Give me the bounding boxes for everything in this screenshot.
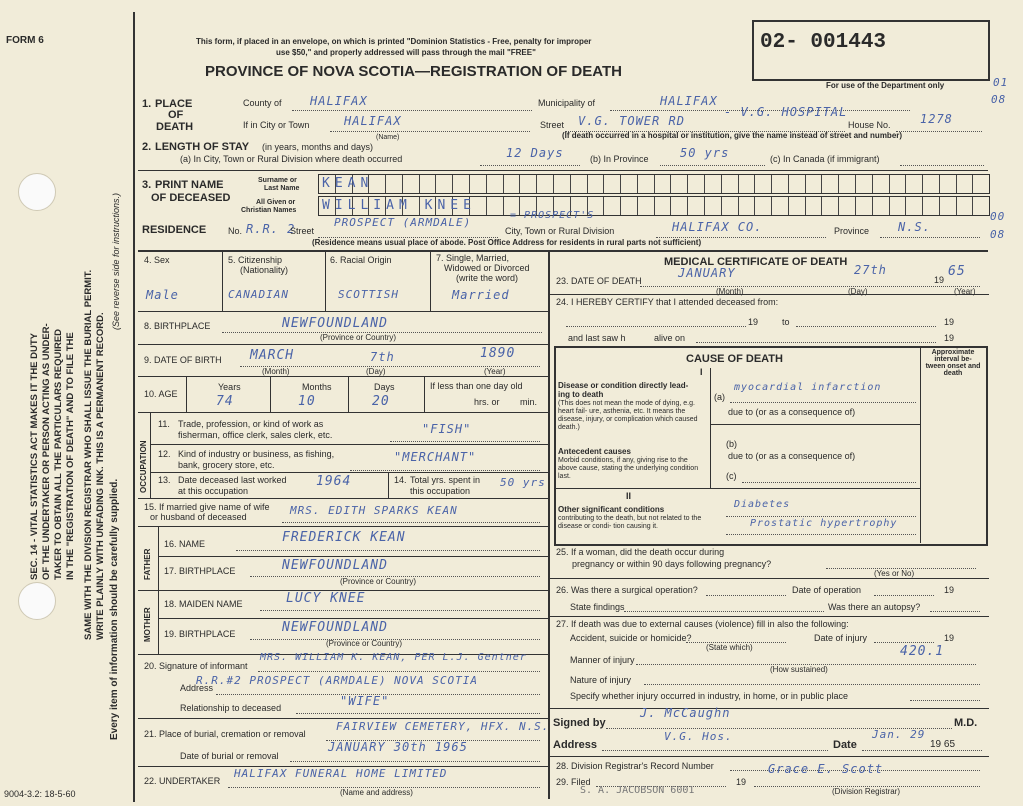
age-days-value: 20 <box>372 394 390 409</box>
spouse-label-b: or husband of deceased <box>150 512 247 522</box>
manner-of-injury-label: Manner of injury <box>570 655 635 665</box>
street-value: V.G. TOWER RD <box>578 114 685 128</box>
top-notice-line2: use $50," and properly addressed will pass through the mail "FREE" <box>276 48 536 57</box>
margin-text-4: IN THE "REGISTRATION OF DEATH" AND TO FILE THE <box>65 332 76 580</box>
part-II-label: II <box>626 491 632 501</box>
occ12-label-a: Kind of industry or business, as fishing, <box>178 449 335 459</box>
occ13-num: 13. <box>158 475 171 485</box>
last-saw-label: and last saw h <box>568 333 626 343</box>
hospital-note: (If death occurred in a hospital or institution, give the name instead of street and number) <box>562 131 903 140</box>
q26-label: 26. Was there a surgical operation? <box>556 585 698 595</box>
operation-19: 19 <box>944 585 955 595</box>
occ11-label-b: fisherman, office clerk, sales clerk, etc. <box>178 430 333 440</box>
s3-label1: PRINT NAME <box>155 179 224 191</box>
margin-code-1: 01 <box>993 76 1009 89</box>
informant-label: 20. Signature of informant <box>144 661 248 671</box>
q27-label: 27. If death was due to external causes (violence) fill in also the following: <box>556 619 849 629</box>
cause-a-value: myocardial infarction <box>734 382 882 393</box>
cause-due-to-1: due to (or as a consequence of) <box>728 407 856 417</box>
marital-label2: Widowed or Divorced <box>444 263 530 273</box>
death-month-value: JANUARY <box>678 266 736 280</box>
death-day-value: 27th <box>854 263 887 277</box>
occ14-label-b: this occupation <box>410 486 471 496</box>
disease-label-2: ing to death <box>558 390 604 399</box>
cert-address-value: V.G. Hos. <box>664 730 733 743</box>
injury-19: 19 <box>944 633 955 643</box>
how-sustained-hint: (How sustained) <box>770 665 828 674</box>
s1-death: DEATH <box>156 121 194 133</box>
residence-label: RESIDENCE <box>142 224 207 236</box>
manner-code-value: 420.1 <box>900 644 945 659</box>
father-birthplace-value: NEWFOUNDLAND <box>282 558 388 573</box>
death-month-hint: (Month) <box>716 287 744 296</box>
marital-label3: (write the word) <box>456 273 519 283</box>
occ12-value: "MERCHANT" <box>394 450 477 464</box>
name-hint: (Name) <box>376 134 400 141</box>
part-I-label: I <box>700 367 703 377</box>
relationship-label: Relationship to deceased <box>180 703 282 713</box>
sex-label: 4. Sex <box>144 255 170 265</box>
burial-date-label: Date of burial or removal <box>180 751 279 761</box>
municipality-label: Municipality of <box>538 98 596 108</box>
nationality-label: (Nationality) <box>240 265 289 275</box>
undertaker-label: 22. UNDERTAKER <box>144 776 221 786</box>
s3-num: 3. <box>142 179 152 191</box>
certify-19-b: 19 <box>944 317 955 327</box>
relationship-value: "WIFE" <box>340 694 390 708</box>
occ14-label-a: Total yrs. spent in <box>410 475 481 485</box>
surname-cells <box>318 174 990 194</box>
interval-label: Approximate interval be- tween onset and death <box>925 349 981 377</box>
margin-text-7: Every item of information should be carefully supplied. <box>109 478 120 740</box>
county-value: HALIFAX <box>310 94 368 108</box>
signed-by-value: J. McCaughn <box>640 706 731 720</box>
margin-text-3: TAKER TO OBTAIN ALL THE PARTICULARS REQUIRED <box>53 328 64 580</box>
cause-b-label: (b) <box>726 439 737 449</box>
cause-a-label: (a) <box>714 392 725 402</box>
birthplace-label: 8. BIRTHPLACE <box>144 321 211 331</box>
alive-on-label: alive on <box>654 333 686 343</box>
occ13-value: 1964 <box>316 474 352 489</box>
q25-label-a: 25. If a woman, did the death occur during <box>556 547 725 557</box>
burial-place-label: 21. Place of burial, cremation or removal <box>144 729 306 739</box>
footer-code: 9004-3.2: 18-5-60 <box>4 789 76 799</box>
q25-label-b: pregnancy or within 90 days following pregnancy? <box>572 559 772 569</box>
nature-of-injury-label: Nature of injury <box>570 675 632 685</box>
registration-number: 02- 001443 <box>760 31 887 54</box>
residence-street-value: PROSPECT (ARMDALE) <box>334 216 472 229</box>
mother-birthplace-label: 19. BIRTHPLACE <box>164 629 236 639</box>
burial-place-value: FAIRVIEW CEMETERY, HFX. N.S. <box>336 720 550 733</box>
sex-value: Male <box>146 288 179 302</box>
occ11-num: 11. <box>158 419 170 429</box>
spouse-label-a: 15. If married give name of wife <box>144 502 270 512</box>
registrar-stamp: S. A. JACOBSON 6001 <box>580 785 695 796</box>
certify-19-a: 19 <box>748 317 759 327</box>
city-label: If in City or Town <box>243 120 310 130</box>
age-months-value: 10 <box>298 394 316 409</box>
county-label: County of <box>243 98 282 108</box>
medical-title: MEDICAL CERTIFICATE OF DEATH <box>664 256 848 268</box>
punch-hole <box>18 582 56 620</box>
citizenship-value: CANADIAN <box>228 288 289 301</box>
filed-19: 19 <box>736 777 747 787</box>
page-title: PROVINCE OF NOVA SCOTIA—REGISTRATION OF DEATH <box>205 63 622 80</box>
margin-text-5: SAME WITH THE DIVISION REGISTRAR WHO SHALL ISSUE THE BURIAL PERMIT. <box>83 269 94 640</box>
dob-year-hint: (Year) <box>484 367 506 376</box>
antecedent-label: Antecedent causes <box>558 447 631 456</box>
death-year-prefix: 19 <box>934 275 945 285</box>
residence-province-label: Province <box>834 226 870 236</box>
signed-by-label: Signed by <box>553 717 606 729</box>
dob-month-hint: (Month) <box>262 367 290 376</box>
father-name-value: FREDERICK KEAN <box>282 530 406 545</box>
birthplace-value: NEWFOUNDLAND <box>282 316 388 331</box>
residence-no-label: No. <box>228 226 243 236</box>
stay-c-label: (c) In Canada (if immigrant) <box>770 154 880 164</box>
citizenship-label: 5. Citizenship <box>228 255 283 265</box>
given-names-value: WILLIAM KNEE <box>322 198 476 213</box>
mother-birthplace-hint: (Province or Country) <box>326 639 403 648</box>
surname-label2: Last Name <box>264 185 300 192</box>
house-label: House No. <box>848 120 891 130</box>
given-label2: Christian Names <box>241 207 297 214</box>
dob-year: 1890 <box>480 346 516 361</box>
registrar-signature: Grace E. Scott <box>768 762 884 776</box>
birthplace-hint: (Province or Country) <box>320 333 397 342</box>
cert-date-label: Date <box>833 739 857 751</box>
undertaker-hint: (Name and address) <box>340 788 413 797</box>
s2-label: LENGTH OF STAY <box>155 141 250 153</box>
date-of-operation-label: Date of operation <box>792 585 862 595</box>
hospital-value: - V.G. HOSPITAL <box>724 105 848 119</box>
mother-side-label: MOTHER <box>143 607 152 642</box>
surname-label1: Surname or <box>258 177 297 184</box>
occ14-value: 50 yrs <box>500 476 546 489</box>
autopsy-label: Was there an autopsy? <box>828 602 921 612</box>
margin-code-2: 08 <box>991 93 1007 106</box>
certify-to-label: to <box>782 317 790 327</box>
occ12-num: 12. <box>158 449 171 459</box>
informant-address-value: R.R.#2 PROSPECT (ARMDALE) NOVA SCOTIA <box>196 674 479 687</box>
given-label1: All Given or <box>256 199 296 206</box>
mother-maiden-label: 18. MAIDEN NAME <box>164 599 243 609</box>
disease-label-1: Disease or condition directly lead- <box>558 381 689 390</box>
date-of-death-label: 23. DATE OF DEATH <box>556 276 642 286</box>
stay-a-label: (a) In City, Town or Rural Division where death occurred <box>180 154 403 164</box>
margin-text-8: (See reverse side for instructions.) <box>111 192 121 330</box>
state-findings-label: State findings <box>570 602 625 612</box>
race-value: SCOTTISH <box>338 288 399 301</box>
informant-value: MRS. WILLIAM K. KEAN, PER L.J. Gentner <box>260 652 527 663</box>
residence-street-label: Street <box>290 226 315 236</box>
registrar-hint: (Division Registrar) <box>832 787 901 796</box>
informant-address-label: Address <box>180 683 214 693</box>
other-condition-2: Prostatic hypertrophy <box>750 518 898 529</box>
antecedent-description: Morbid conditions, if any, giving rise to the above cause, stating the underlying condition last. <box>558 457 699 480</box>
disease-description: (This does not mean the mode of dying, e.g. heart fail- ure, asthenia, etc. It means the disease, injury, or complication which caused death.) <box>558 400 698 431</box>
frame-left <box>133 12 135 802</box>
cert-date-value: Jan. 29 <box>872 728 926 741</box>
s2-num: 2. <box>142 141 152 153</box>
occ12-label-b: bank, grocery store, etc. <box>178 460 275 470</box>
other-conditions-description: contributing to the death, but not related to the disease or condi- tion causing it. <box>558 515 702 530</box>
yes-no-hint: (Yes or No) <box>874 569 915 578</box>
s1-label: PLACE <box>155 98 193 110</box>
dob-month: MARCH <box>250 348 295 363</box>
city-value: HALIFAX <box>344 114 402 128</box>
stay-a-value: 12 Days <box>506 146 564 160</box>
death-day-hint: (Day) <box>848 287 868 296</box>
race-label: 6. Racial Origin <box>330 255 392 265</box>
residence-prospect-note: = PROSPECT'S <box>510 210 595 221</box>
street-label: Street <box>540 120 565 130</box>
occupation-side-label: OCCUPATION <box>139 440 148 493</box>
specify-injury-label: Specify whether injury occurred in industry, in home, or in public place <box>570 691 848 701</box>
state-which-hint: (State which) <box>706 643 753 652</box>
residence-code-2: 08 <box>990 228 1006 241</box>
dob-label: 9. DATE OF BIRTH <box>144 355 222 365</box>
residence-note: (Residence means usual place of abode. Post Office Address for residents in rural parts not sufficient) <box>312 238 702 247</box>
date-of-injury-label: Date of injury <box>814 633 868 643</box>
occ11-label-a: Trade, profession, or kind of work as <box>178 419 324 429</box>
residence-province-value: N.S. <box>898 220 931 234</box>
stay-b-label: (b) In Province <box>590 154 649 164</box>
residence-no-value: R.R. 2 <box>246 222 296 236</box>
occ13-label-b: at this occupation <box>178 486 249 496</box>
cause-due-to-2: due to (or as a consequence of) <box>728 451 856 461</box>
age-days-label: Days <box>374 382 395 392</box>
father-birthplace-hint: (Province or Country) <box>340 577 417 586</box>
age-years-value: 74 <box>216 394 234 409</box>
filed-label: 29. Filed <box>556 777 591 787</box>
top-notice-line1: This form, if placed in an envelope, on which is printed "Dominion Statistics - Free, penalty for improper <box>196 37 592 46</box>
marital-label1: 7. Single, Married, <box>436 253 510 263</box>
s2-hint: (in years, months and days) <box>262 142 374 152</box>
form-number: FORM 6 <box>6 35 44 46</box>
cause-of-death-title: CAUSE OF DEATH <box>686 353 783 365</box>
other-conditions-label: Other significant conditions <box>558 505 665 514</box>
death-year-value: 65 <box>948 264 966 279</box>
dob-day-hint: (Day) <box>366 367 386 376</box>
age-label: 10. AGE <box>144 389 178 399</box>
father-side-label: FATHER <box>143 548 152 580</box>
alive-19: 19 <box>944 333 955 343</box>
md-label: M.D. <box>954 717 978 729</box>
age-months-label: Months <box>302 382 332 392</box>
margin-text-2: OF THE UNDERTAKER OR PERSON ACTING AS UNDER- <box>41 323 52 580</box>
occ14-num: 14. <box>394 475 407 485</box>
dob-day: 7th <box>370 350 395 364</box>
residence-city-value: HALIFAX CO. <box>672 220 763 234</box>
residence-city-label: City, Town or Rural Division <box>505 226 615 236</box>
surname-value: KEAN <box>322 176 374 191</box>
less-than-one-day-label: If less than one day old <box>430 381 523 391</box>
occ13-label-a: Date deceased last worked <box>178 475 287 485</box>
father-birthplace-label: 17. BIRTHPLACE <box>164 566 236 576</box>
cert-address-label: Address <box>553 739 598 751</box>
hrs-label: hrs. or <box>474 397 500 407</box>
death-year-hint: (Year) <box>954 287 976 296</box>
record-number-label: 28. Division Registrar's Record Number <box>556 761 714 771</box>
undertaker-value: HALIFAX FUNERAL HOME LIMITED <box>234 767 448 780</box>
stay-b-value: 50 yrs <box>680 146 730 160</box>
occ11-value: "FISH" <box>422 422 472 436</box>
min-label: min. <box>520 397 538 407</box>
marital-value: Married <box>452 288 510 302</box>
spouse-value: MRS. EDITH SPARKS KEAN <box>290 504 458 517</box>
margin-text-6: WRITE PLAINLY WITH UNFADING INK. THIS IS A PERMANENT RECORD. <box>95 312 106 640</box>
residence-code-1: 00 <box>990 210 1006 223</box>
s1-num: 1. <box>142 98 152 110</box>
dept-use-note: For use of the Department only <box>826 81 945 90</box>
other-condition-1: Diabetes <box>734 499 791 510</box>
s1-of: OF <box>168 109 184 121</box>
cause-c-label: (c) <box>726 471 737 481</box>
margin-text-1: SEC. 14 - VITAL STATISTICS ACT MAKES IT THE DUTY <box>29 332 40 580</box>
house-value: 1278 <box>920 112 953 126</box>
certify-label: 24. I HEREBY CERTIFY that I attended deceased from: <box>556 297 779 307</box>
mother-birthplace-value: NEWFOUNDLAND <box>282 620 388 635</box>
punch-hole <box>18 173 56 211</box>
municipality-value: HALIFAX <box>660 94 718 108</box>
cert-date-year: 19 65 <box>930 739 956 750</box>
s3-label2: OF DECEASED <box>151 192 231 204</box>
age-years-label: Years <box>218 382 241 392</box>
accident-label: Accident, suicide or homicide? <box>570 633 692 643</box>
father-name-label: 16. NAME <box>164 539 206 549</box>
burial-date-value: JANUARY 30th 1965 <box>328 740 468 754</box>
mother-maiden-value: LUCY KNEE <box>286 591 366 606</box>
